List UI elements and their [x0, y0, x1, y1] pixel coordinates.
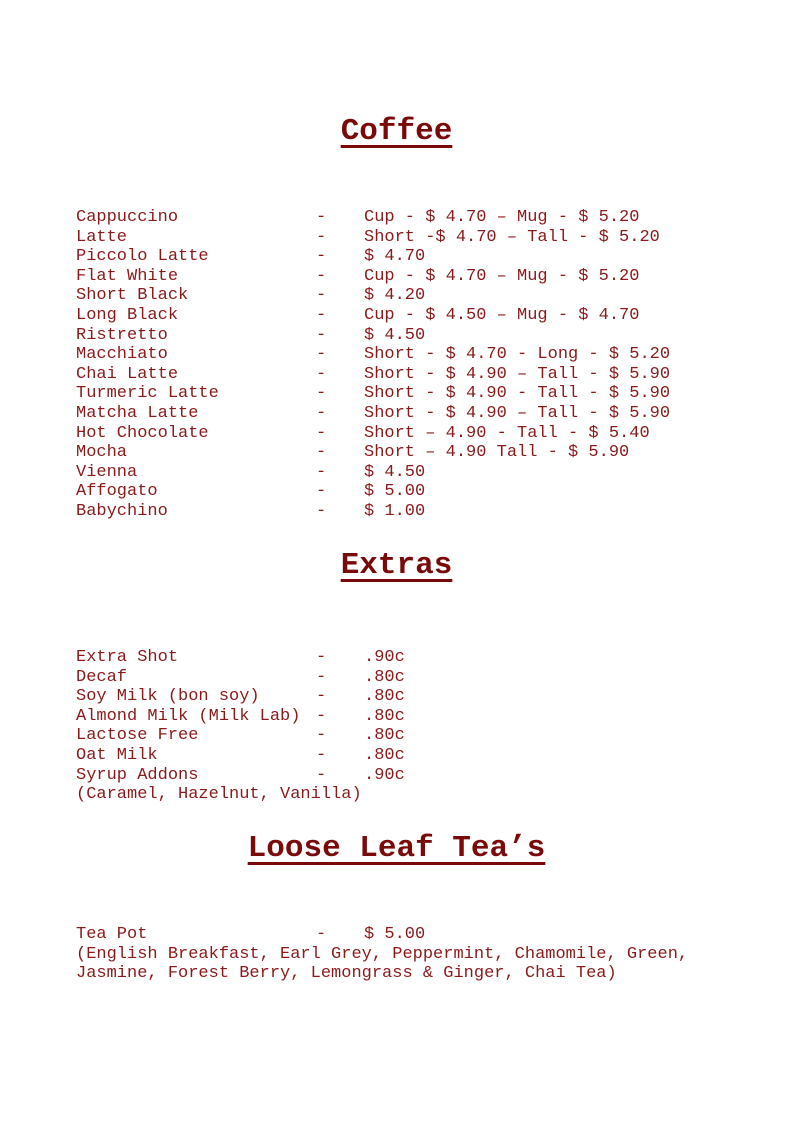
tea-list — [76, 925, 688, 984]
extras-item: Lactose Free - .80c — [76, 726, 405, 746]
extras-item: Extra Shot - .90c — [76, 648, 405, 667]
extras-item: Decaf - .80c — [76, 667, 405, 687]
coffee-item: Vienna - $ 4.50 — [76, 462, 426, 482]
extras-heading: Extras — [340, 548, 453, 583]
coffee-item: Ristretto - $ 4.50 — [76, 325, 426, 345]
coffee-item: Latte - Short -$ 4.70 – Tall - $ 5.20 — [76, 227, 660, 247]
extras-item: Oat Milk - .80c — [76, 745, 405, 765]
coffee-list — [76, 208, 670, 522]
coffee-heading: Coffee — [340, 114, 453, 149]
tea-varieties-line-2: Jasmine, Forest Berry, Lemongrass & Ginger, Chai Tea) — [76, 964, 617, 984]
coffee-item: Turmeric Latte - Short - $ 4.90 - Tall - $ 5.90 — [76, 384, 671, 404]
coffee-item: Mocha - Short – 4.90 Tall - $ 5.90 — [76, 443, 630, 463]
extras-item: Almond Milk (Milk Lab) - .80c — [76, 706, 405, 726]
coffee-item: Matcha Latte - Short - $ 4.90 – Tall - $ 5.90 — [76, 403, 671, 423]
extras-item: Syrup Addons - .90c — [76, 765, 405, 785]
coffee-item: Piccolo Latte - $ 4.70 — [76, 247, 426, 267]
coffee-item: Chai Latte - Short - $ 4.90 – Tall - $ 5.90 — [76, 364, 671, 384]
extras-list — [76, 648, 405, 805]
coffee-item: Short Black - $ 4.20 — [76, 286, 426, 306]
coffee-item: Macchiato - Short - $ 4.70 - Long - $ 5.20 — [76, 345, 671, 365]
coffee-item: Affogato - $ 5.00 — [76, 482, 426, 502]
coffee-item: Long Black - Cup - $ 4.50 – Mug - $ 4.70 — [76, 305, 640, 325]
tea-heading: Loose Leaf Tea’s — [247, 831, 546, 866]
coffee-item: Flat White - Cup - $ 4.70 – Mug - $ 5.20 — [76, 266, 640, 286]
coffee-item: Babychino - $ 1.00 — [76, 501, 426, 521]
coffee-item: Hot Chocolate - Short – 4.90 - Tall - $ 5.40 — [76, 423, 650, 443]
extras-syrup-note: (Caramel, Hazelnut, Vanilla) — [76, 785, 362, 805]
tea-varieties-line-1: (English Breakfast, Earl Grey, Peppermint, Chamomile, Green, — [76, 944, 689, 964]
tea-item: Tea Pot - $ 5.00 — [76, 925, 426, 944]
extras-item: Soy Milk (bon soy) - .80c — [76, 687, 405, 707]
coffee-item: Cappuccino - Cup - $ 4.70 – Mug - $ 5.20 — [76, 208, 640, 227]
